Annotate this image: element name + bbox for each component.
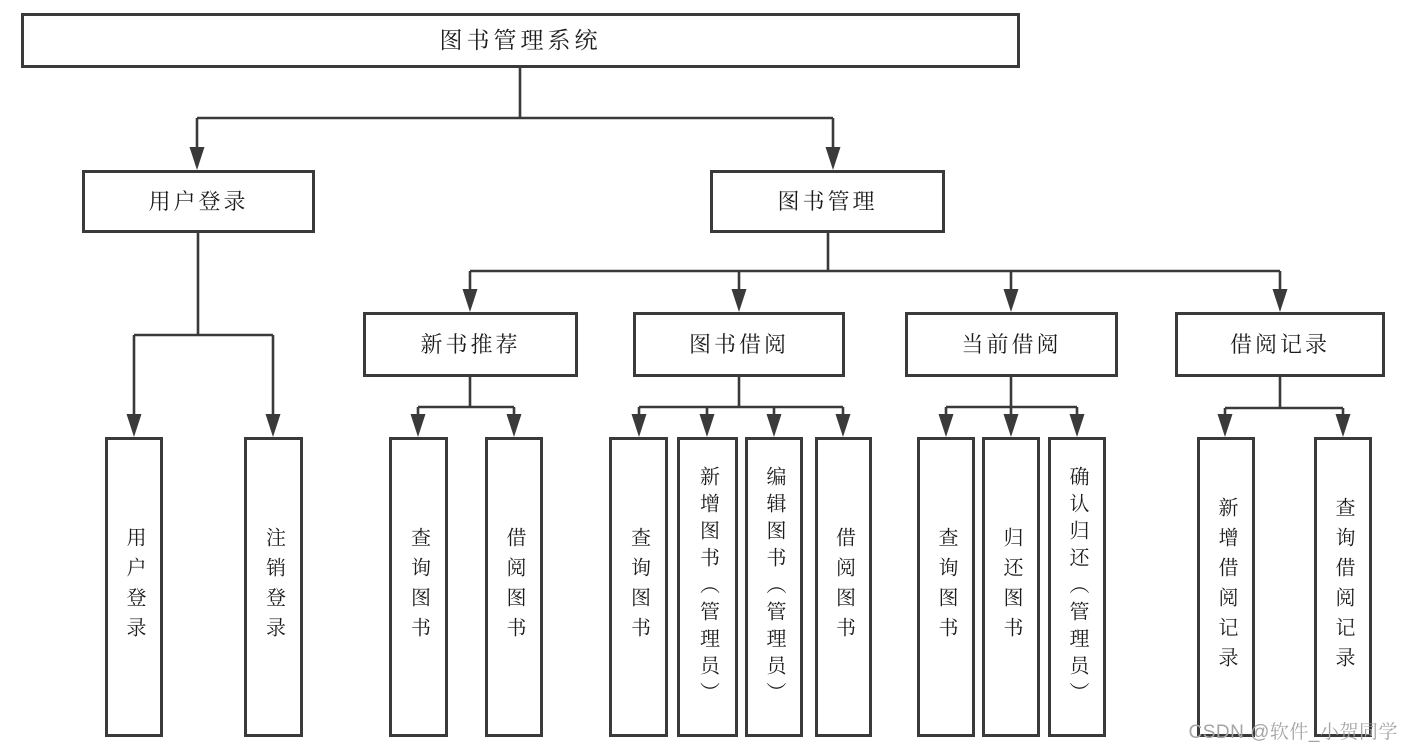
arrowhead-icon [190,147,205,170]
node-return-books-label: 归还图书 [1000,527,1022,647]
arrowhead-icon [266,414,281,437]
arrowhead-icon [1218,414,1233,437]
arrowhead-icon [1273,289,1288,312]
arrowhead-icon [767,414,782,437]
node-logout-action-label: 注销登录 [262,527,285,647]
node-borrow-books-borrowing [815,437,872,737]
node-borrow-books-recommend [485,437,543,737]
node-add-borrow-record [1197,437,1255,737]
node-borrow-books-borrowing-label: 借阅图书 [832,527,855,647]
node-user-login-action [105,437,163,737]
node-logout-action [244,437,303,737]
node-user-login-label: 用户登录 [148,188,249,214]
arrowhead-icon [1004,289,1019,312]
node-borrowing-records-label: 借阅记录 [1229,331,1330,357]
node-current-borrowing-label: 当前借阅 [961,331,1062,357]
arrowhead-icon [1070,414,1085,437]
node-borrowing-records [1175,312,1385,377]
node-add-books-admin-label: 新增图书（管理员） [696,465,719,709]
node-query-books-recommend-label: 查询图书 [407,527,430,647]
node-confirm-return-admin [1048,437,1106,737]
node-edit-books-admin [745,437,803,737]
node-query-books-current-label: 查询图书 [935,527,957,647]
node-query-books-current [917,437,975,737]
node-add-borrow-record-label: 新增借阅记录 [1215,497,1237,677]
node-book-management [710,170,945,233]
node-query-books-borrowing-label: 查询图书 [627,527,650,647]
node-root [21,13,1020,68]
arrowhead-icon [1336,414,1351,437]
node-book-borrowing-label: 图书借阅 [688,331,789,357]
node-query-books-recommend [389,437,448,737]
node-query-books-borrowing [609,437,668,737]
node-root-label: 图书管理系统 [439,27,602,53]
node-current-borrowing [905,312,1118,377]
node-add-books-admin [677,437,738,737]
watermark: CSDN @软件_小贺同学 [1188,722,1398,743]
node-confirm-return-admin-label: 确认归还（管理员） [1066,465,1088,709]
arrowhead-icon [836,414,851,437]
node-query-borrow-record-label: 查询借阅记录 [1332,497,1354,677]
node-user-login [82,170,315,233]
arrowhead-icon [411,414,426,437]
arrowhead-icon [700,414,715,437]
node-user-login-action-label: 用户登录 [123,527,145,647]
node-edit-books-admin-label: 编辑图书（管理员） [763,465,785,709]
arrowhead-icon [1004,414,1019,437]
node-query-borrow-record [1314,437,1372,737]
node-book-borrowing [633,312,845,377]
arrowhead-icon [463,289,478,312]
node-new-book-recommend [363,312,578,377]
arrowhead-icon [939,414,954,437]
node-borrow-books-recommend-label: 借阅图书 [503,527,525,647]
arrowhead-icon [127,414,142,437]
arrowhead-icon [632,414,647,437]
arrowhead-icon [507,414,522,437]
arrowhead-icon [732,289,747,312]
node-return-books [982,437,1040,737]
node-book-management-label: 图书管理 [777,188,878,214]
arrowhead-icon [826,147,841,170]
node-new-book-recommend-label: 新书推荐 [420,331,521,357]
